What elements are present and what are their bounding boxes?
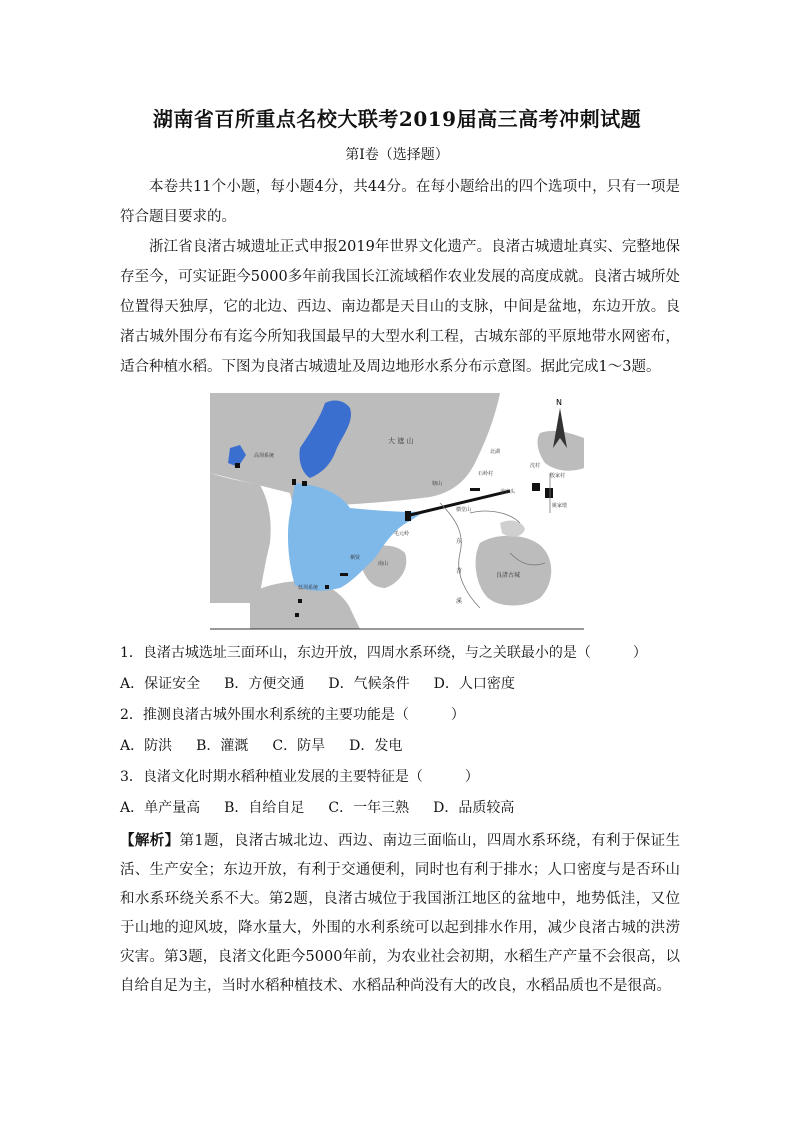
q2-option-b: B．灌溉: [196, 738, 249, 754]
map-label-nanshan: 南山: [378, 561, 389, 567]
passage-paragraph: 浙江省良渚古城遗址正式申报2019年世界文化遗产。良渚古城遗址真实、完整地保存至今，可实证距今5000多年前我国长江流域稻作农业发展的高度成就。良渚古城所处位置得天独厚，它的北边、西边、南边都是天目山的支脉，中间是盆地，东边开放。良渚古城外围分布有迄今所知我国最早的大型水利工程，古城东部的平原地带水网密布，适合种植水稻。下图为良渚古城遗址及周边地形水系分布示意图。据此完成1～3题。: [120, 239, 680, 375]
question-1-options: [120, 674, 680, 694]
map-label-diba: 低坝系统: [298, 585, 319, 591]
map-label-dong: 东: [456, 538, 463, 545]
question-3-options: [120, 798, 680, 818]
analysis-paragraph: [120, 826, 680, 1001]
q3-option-d: D．品质较高: [433, 800, 515, 816]
q2-option-d: D．发电: [349, 738, 403, 754]
question-3-stem: 3．良渚文化时期水稻种植业发展的主要特征是（ ）: [120, 769, 479, 785]
map-label-gaoba: 高坝系统: [254, 453, 275, 459]
map-label-jiaoshan: 姜家头: [500, 489, 516, 495]
analysis-tag: 【解析】: [120, 832, 180, 849]
q1-option-d: D．人口密度: [433, 676, 515, 692]
map-label-tangshan: 塘山: [432, 481, 443, 487]
page-title: 湖南省百所重点名校大联考2019届高三高考冲刺试题: [152, 107, 642, 131]
question-2-stem: 2．推测良渚古城外围水利系统的主要功能是（ ）: [120, 707, 465, 723]
q3-option-a: A．单产量高: [120, 800, 201, 816]
q3-option-b: B．自给自足: [224, 800, 305, 816]
question-1-stem: 1．良渚古城选址三面环山，东边开放，四周水系环绕，与之关联最小的是（ ）: [120, 645, 647, 661]
instructions-paragraph: 本卷共11个小题，每小题4分，共44分。在每小题给出的四个选项中，只有一项是符合题目要求的。: [120, 179, 680, 225]
liangzhu-map: [210, 393, 584, 633]
question-2-options: [120, 736, 680, 756]
q1-option-b: B．方便交通: [224, 676, 305, 692]
q1-option-c: D．气候条件: [328, 676, 410, 692]
analysis-text: 第1题，良渚古城北边、西边、南边三面临山，四周水系环绕，有利于保证生活、生产安全；东边开放，有利于交通便利，同时也有利于排水；人口密度与是否环山和水系环绕关系不大。第2题，良渚古城位于我国浙江地区的盆地中，地势低洼，又位于山地的迎风坡，降水量大，外围的水利系统可以起到排水作用，减少良渚古城的洪涝灾害。第3题，良渚文化距今5000年前，为农业社会初期，水稻生产产量不会很高，以自给自足为主，当时水稻种植技术、水稻品种尚没有大的改良，水稻品质也不是很高。: [120, 833, 680, 994]
q1-option-a: A．保证安全: [120, 676, 201, 692]
q2-option-a: A．防洪: [120, 738, 173, 754]
q2-option-c: C．防旱: [272, 738, 326, 754]
map-label-shiling: 石岭村: [478, 471, 494, 477]
hill-liangzhu: [476, 536, 552, 606]
map-label-yaojia: 姚家墩: [552, 503, 568, 509]
map-label-tiao: 苕: [456, 568, 463, 575]
map-label-hengdang: 横堂山: [456, 507, 472, 513]
mountain-west: [210, 473, 271, 603]
map-label-yinjia: 殷家村: [550, 473, 566, 479]
map-label-maoyuanling: 毛元岭: [394, 531, 410, 537]
map-label-xi: 溪: [456, 598, 463, 605]
north-label: N: [556, 398, 562, 407]
map-label-beihu: 北湖: [490, 449, 501, 455]
map-label-liangzhu: 良渚古城: [496, 572, 521, 579]
map-label-shencun: 沈村: [530, 463, 541, 469]
map-label-mountain: 大 遮 山: [388, 437, 414, 445]
map-label-qixian: 栖贤: [350, 555, 361, 561]
q3-option-c: C．一年三熟: [328, 800, 410, 816]
section-subtitle: 第Ⅰ卷（选择题）: [345, 147, 449, 163]
